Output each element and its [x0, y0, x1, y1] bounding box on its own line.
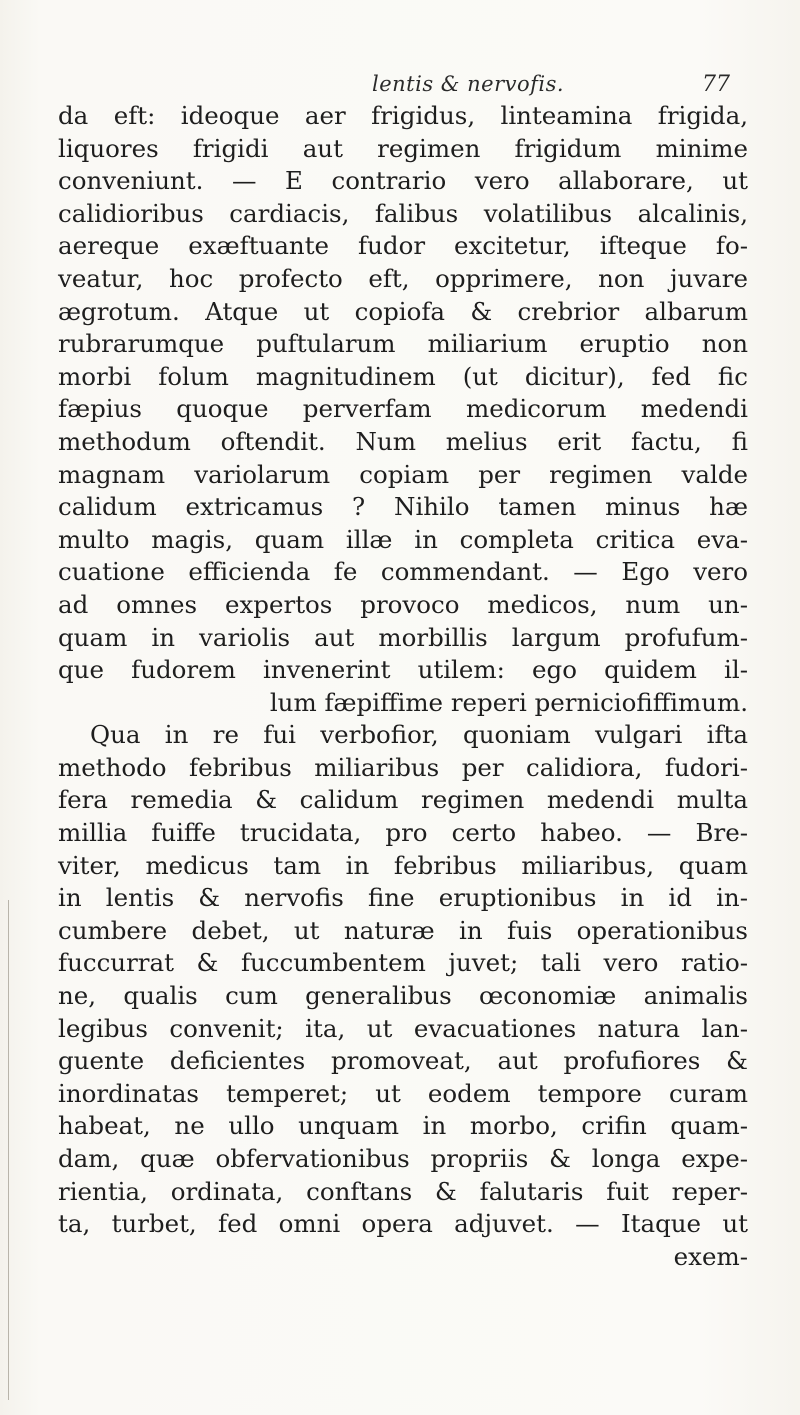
text-line: methodo febribus miliaribus per calidiora, fudori-: [58, 752, 748, 782]
text-line: da eft: ideoque aer frigidus, linteamina frigida,: [58, 101, 748, 130]
text-line: calidum extricamus ? Nihilo tamen minus hæ: [58, 492, 748, 522]
catchword: exem-: [673, 1241, 748, 1271]
running-head: lentis & nervofis.: [372, 72, 565, 96]
paragraph-start-line: Qua in re fui verbofior, quoniam vulgari ifta: [90, 720, 748, 750]
text-line: conveniunt. — E contrario vero allaborare, ut: [58, 166, 748, 196]
text-line: magnam variolarum copiam per regimen valde: [58, 459, 748, 489]
text-line: fæpius quoque perverfam medicorum medendi: [58, 394, 748, 424]
text-line: guente deficientes promoveat, aut profufiores &: [58, 1046, 748, 1076]
text-line: lum fæpiffime reperi perniciofiffimum.: [269, 687, 748, 717]
text-line: que fudorem invenerint utilem: ego quidem il-: [58, 655, 748, 685]
text-line: ægrotum. Atque ut copiofa & crebrior albarum: [58, 296, 748, 326]
text-line: liquores frigidi aut regimen frigidum minime: [58, 133, 748, 163]
text-line: millia fuiffe trucidata, pro certo habeo. — Bre-: [58, 818, 748, 848]
text-line: cuatione efficienda fe commendant. — Ego vero: [58, 557, 748, 587]
page-header: [0, 72, 800, 102]
page-edge-shadow: [8, 900, 9, 1400]
text-line: ta, turbet, fed omni opera adjuvet. — Itaque ut: [58, 1209, 748, 1239]
text-line: inordinatas temperet; ut eodem tempore curam: [58, 1078, 748, 1108]
text-line: methodum oftendit. Num melius erit factu, fi: [58, 426, 748, 456]
text-line: multo magis, quam illæ in completa critica eva-: [58, 524, 748, 554]
text-line: morbi folum magnitudinem (ut dicitur), fed fic: [58, 361, 748, 391]
body-text: [58, 100, 748, 1273]
text-line: in lentis & nervofis fine eruptionibus in id in-: [58, 883, 748, 913]
text-line: rientia, ordinata, conftans & falutaris fuit reper-: [58, 1176, 748, 1206]
text-line: cumbere debet, ut naturæ in fuis operationibus: [58, 915, 748, 945]
text-line: aereque exæftuante fudor excitetur, ifteque fo-: [58, 231, 748, 261]
text-line: legibus convenit; ita, ut evacuationes natura lan-: [58, 1013, 748, 1043]
page-number: 77: [702, 72, 730, 97]
text-line: veatur, hoc profecto eft, opprimere, non juvare: [58, 263, 748, 293]
text-line: calidioribus cardiacis, falibus volatilibus alcalinis,: [58, 198, 748, 228]
text-line: viter, medicus tam in febribus miliaribus, quam: [58, 850, 748, 880]
text-line: habeat, ne ullo unquam in morbo, crifin quam-: [58, 1111, 748, 1141]
text-line: dam, quæ obfervationibus propriis & longa expe-: [58, 1144, 748, 1173]
text-line: ne, qualis cum generalibus œconomiæ animalis: [58, 981, 748, 1011]
text-line: fera remedia & calidum regimen medendi multa: [58, 785, 748, 815]
text-line: quam in variolis aut morbillis largum profufum-: [58, 622, 748, 652]
text-line: rubrarumque puftularum miliarium eruptio non: [58, 329, 748, 359]
text-line: ad omnes expertos provoco medicos, num un-: [58, 589, 748, 619]
text-line: fuccurrat & fuccumbentem juvet; tali vero ratio-: [58, 948, 748, 978]
